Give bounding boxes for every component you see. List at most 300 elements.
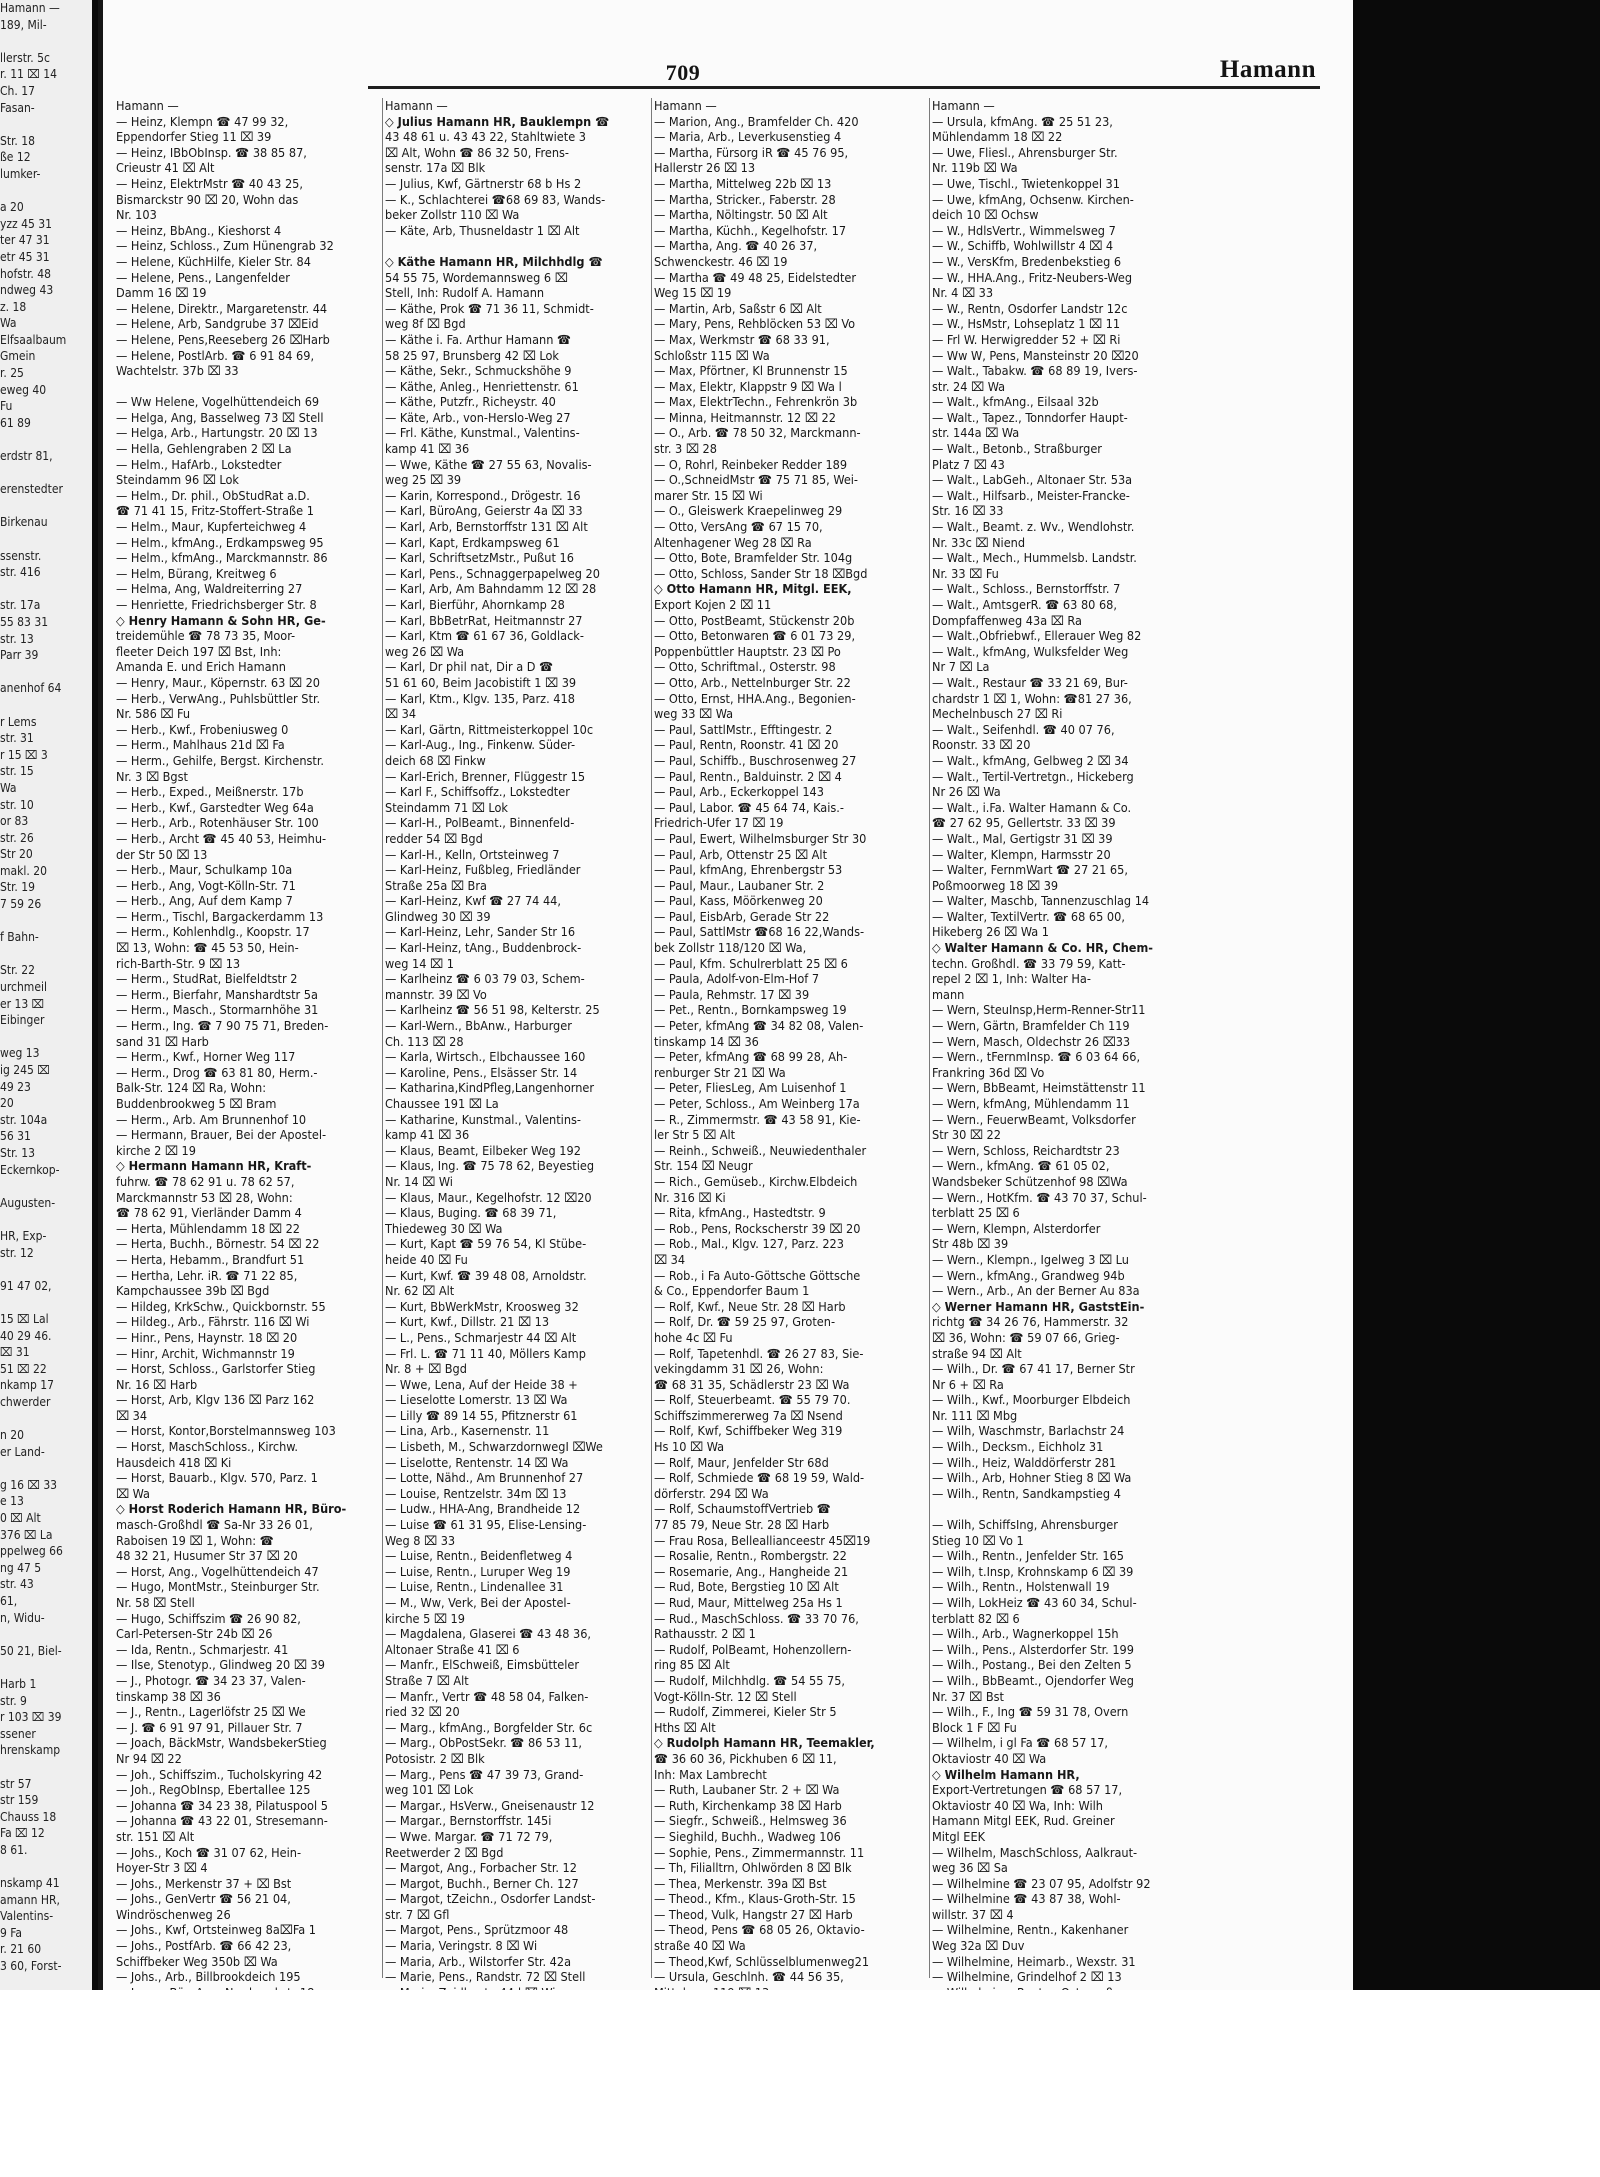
- entry-line: Buddenbrookweg 5 ⌧ Bram: [116, 1096, 277, 1111]
- entry-line: Weg 8 ⌧ 33: [385, 1532, 456, 1548]
- header-rule: [368, 86, 1320, 89]
- entry-line: — Wern., HotKfm. ☎ 43 70 37, Schul-: [932, 1189, 1147, 1205]
- entry-line: Nr. 58 ⌧ Stell: [116, 1595, 195, 1610]
- entry-line: — Karl, SchriftsetzMstr., Pußut 16: [385, 550, 574, 566]
- entry-line: ⌧ 13, Wohn: ☎ 45 53 50, Hein-: [116, 940, 299, 956]
- entry-line: — Hinr., Pens, Haynstr. 18 ⌧ 20: [116, 1329, 298, 1345]
- entry-line: straße 94 ⌧ Alt: [932, 1345, 1022, 1361]
- entry-line: — Hella, Gehlengraben 2 ⌧ La: [116, 441, 292, 457]
- entry-line: — Manfr., ElSchweiß, Eimsbütteler: [385, 1657, 579, 1673]
- entry-line: Str 48b ⌧ 39: [932, 1236, 1009, 1252]
- entry-line: Reetwerder 2 ⌧ Bgd: [385, 1844, 504, 1860]
- entry-line: ☎ 78 62 91, Vierländer Damm 4: [116, 1205, 302, 1221]
- previous-page-fragment: Parr 39: [0, 648, 39, 663]
- entry-line: — O., Gleiswerk Kraepelinweg 29: [654, 503, 843, 519]
- firm-entry-line: ◇ Horst Roderich Hamann HR, Büro-: [116, 1501, 347, 1517]
- entry-line: Oktaviostr 40 ⌧ Wa, Inh: Wilh: [932, 1797, 1103, 1813]
- entry-line: — Rolf, Schmiede ☎ 68 19 59, Wald-: [654, 1470, 865, 1486]
- entry-line: Schiffbeker Weg 350b ⌧ Wa: [116, 1953, 278, 1969]
- entry-line: — Johs., Kwf, Ortsteinweg 8a⌧Fa 1: [116, 1922, 316, 1938]
- entry-line: ring 85 ⌧ Alt: [654, 1657, 730, 1673]
- entry-line: — Wern., kfmAng. ☎ 61 05 02,: [932, 1158, 1110, 1174]
- entry-line: Hoyer-Str 3 ⌧ 4: [116, 1860, 208, 1876]
- directory-column-1: [116, 98, 378, 1985]
- entry-line: — Herm., Arb. Am Brunnenhof 10: [116, 1111, 307, 1127]
- entry-line: — Wern, Klempn, Alsterdorfer: [932, 1220, 1101, 1236]
- entry-line: — Martha, Fürsorg iR ☎ 45 76 95,: [654, 144, 849, 160]
- entry-line: — Paul, Kfm. Schulrerblatt 25 ⌧ 6: [654, 955, 848, 971]
- entry-line: — Martin, Arb, Saßstr 6 ⌧ Alt: [654, 300, 822, 316]
- entry-line: — Theod, Pens ☎ 68 05 26, Oktavio-: [654, 1922, 865, 1938]
- entry-line: Kampchaussee 39b ⌧ Bgd: [116, 1283, 270, 1299]
- entry-line: — Walt., Tapez., Tonndorfer Haupt-: [932, 409, 1128, 425]
- entry-line: — Hinr, Archit, Wichmannstr 19: [116, 1345, 295, 1361]
- entry-line: — Herb., Arb., Rotenhäuser Str. 100: [116, 815, 319, 831]
- entry-line: — Margot, Ang., Forbacher Str. 12: [385, 1860, 577, 1876]
- previous-page-fragment: anenhof 64: [0, 681, 62, 696]
- entry-line: — Lieselotte Lomerstr. 13 ⌧ Wa: [385, 1392, 568, 1408]
- entry-line: — Herb., Ang, Vogt-Kölln-Str. 71: [116, 877, 296, 893]
- entry-line: str. 151 ⌧ Alt: [116, 1828, 195, 1844]
- entry-line: — Herb., Ang, Auf dem Kamp 7: [116, 893, 293, 909]
- entry-line: vekingdamm 31 ⌧ 26, Wohn:: [654, 1361, 824, 1377]
- previous-page-fragment: weg 13: [0, 1046, 40, 1061]
- entry-line: Platz 7 ⌧ 43: [932, 456, 1005, 472]
- entry-line: — Herta, Mühlendamm 18 ⌧ 22: [116, 1220, 300, 1236]
- entry-line: — Herm., Bierfahr, Manshardtstr 5a: [116, 986, 318, 1002]
- entry-line: — Ursula, Geschlnh. ☎ 44 56 35,: [654, 1969, 844, 1985]
- entry-line: — Rolf, Kwf., Neue Str. 28 ⌧ Harb: [654, 1298, 846, 1314]
- entry-line: Damm 16 ⌧ 19: [116, 285, 207, 301]
- entry-line: — Wern, SteuInsp,Herm-Renner-Str11: [932, 1002, 1146, 1018]
- entry-line: — Helga, Ang, Basselweg 73 ⌧ Stell: [116, 409, 324, 425]
- entry-line: Str 30 ⌧ 22: [932, 1127, 1001, 1143]
- entry-line: — R., Zimmermstr. ☎ 43 58 91, Kie-: [654, 1111, 861, 1127]
- entry-line: — Uwe, Tischl., Twietenkoppel 31: [932, 175, 1120, 191]
- entry-line: tinskamp 14 ⌧ 36: [654, 1033, 759, 1049]
- previous-page-fragment: Fu: [0, 399, 13, 414]
- entry-line: — Helm., Maur, Kupferteichweg 4: [116, 519, 307, 535]
- previous-page-fragment: makl. 20: [0, 863, 47, 878]
- entry-line: Potosistr. 2 ⌧ Blk: [385, 1750, 485, 1766]
- entry-line: ☎ 27 62 95, Gellertstr. 33 ⌧ 39: [932, 815, 1116, 831]
- entry-line: — J. ☎ 6 91 97 91, Pillauer Str. 7: [116, 1719, 303, 1735]
- previous-page-fragment: Str 20: [0, 847, 33, 862]
- entry-line: — Wilh, LokHeiz ☎ 43 60 34, Schul-: [932, 1595, 1137, 1610]
- page-number: 709: [665, 60, 701, 85]
- previous-page-fragment: nskamp 41: [0, 1876, 60, 1891]
- entry-line: — Karl, Pens., Schnaggerpapelweg 20: [385, 565, 600, 581]
- entry-line: Poppenbüttler Hauptstr. 23 ⌧ Po: [654, 643, 841, 659]
- entry-line: Wandsbeker Schützenhof 98 ⌧Wa: [932, 1173, 1128, 1189]
- entry-line: — Kurt, Kwf., Dillstr. 21 ⌧ 13: [385, 1314, 550, 1330]
- entry-line: — Klaus, Buging. ☎ 68 39 71,: [385, 1205, 557, 1221]
- entry-line: — Klaus, Maur., Kegelhofstr. 12 ⌧20: [385, 1189, 592, 1205]
- entry-line: — Otto, Schloss, Sander Str 18 ⌧Bgd: [654, 565, 868, 581]
- entry-line: — Maria, Arb., Wilstorfer Str. 42a: [385, 1953, 572, 1969]
- entry-line: — O.,SchneidMstr ☎ 75 71 85, Wei-: [654, 472, 859, 488]
- entry-line: Hamann —: [932, 98, 995, 113]
- entry-line: senstr. 17a ⌧ Blk: [385, 160, 486, 176]
- entry-line: Marckmannstr 53 ⌧ 28, Wohn:: [116, 1189, 293, 1205]
- entry-line: — Martha, Ang. ☎ 40 26 37,: [654, 238, 818, 254]
- entry-line: — Herb., Kwf., Garstedter Weg 64a: [116, 799, 314, 815]
- previous-page-fragment: n, Widu-: [0, 1610, 45, 1625]
- entry-line: Nr. 14 ⌧ Wi: [385, 1173, 453, 1189]
- entry-line: — W., HsMstr, Lohseplatz 1 ⌧ 11: [932, 316, 1121, 332]
- entry-line: — Ww Helene, Vogelhüttendeich 69: [116, 394, 320, 410]
- entry-line: — Henry, Maur., Köpernstr. 63 ⌧ 20: [116, 674, 320, 690]
- entry-line: ☎ 71 41 15, Fritz-Stoffert-Straße 1: [116, 503, 314, 519]
- previous-page-fragment: Wa: [0, 316, 17, 331]
- entry-line: Wachtelstr. 37b ⌧ 33: [116, 363, 239, 379]
- entry-line: — Klaus, Beamt, Eilbeker Weg 192: [385, 1142, 581, 1158]
- firm-entry-line: ◇ Hermann Hamann HR, Kraft-: [116, 1158, 312, 1174]
- entry-line: — K., Schlachterei ☎68 69 83, Wands-: [385, 191, 606, 207]
- entry-line: — Wilh, t.Insp, Krohnskamp 6 ⌧ 39: [932, 1563, 1134, 1579]
- entry-line: Chaussee 191 ⌧ La: [385, 1096, 499, 1111]
- entry-line: — Marion, Ang., Bramfelder Ch. 420: [654, 113, 859, 129]
- previous-page-fragment: Fasan-: [0, 100, 35, 115]
- entry-line: — Horst, Bauarb., Klgv. 570, Parz. 1: [116, 1470, 318, 1486]
- previous-page-edge: [0, 0, 92, 1990]
- previous-page-fragment: [0, 33, 92, 50]
- previous-page-fragment: 91 47 02,: [0, 1278, 52, 1293]
- entry-line: dörferstr. 294 ⌧ Wa: [654, 1485, 769, 1501]
- entry-line: Nr. 62 ⌧ Alt: [385, 1283, 455, 1299]
- entry-line: — Otto, Bote, Bramfelder Str. 104g: [654, 550, 853, 566]
- entry-line: — Horst, MaschSchloss., Kirchw.: [116, 1439, 298, 1455]
- entry-line: — Otto, Ernst, HHA.Ang., Begonien-: [654, 690, 856, 706]
- entry-line: — Wilh., Decksm., Eichholz 31: [932, 1439, 1104, 1455]
- previous-page-fragment: 20: [0, 1096, 14, 1111]
- entry-line: — Wwe. Margar. ☎ 71 72 79,: [385, 1828, 553, 1844]
- entry-line: — Rich., Gemüseb., Kirchw.Elbdeich: [654, 1173, 858, 1189]
- previous-page-fragment: str 159: [0, 1793, 39, 1808]
- entry-line: — Paul, EisbArb, Gerade Str 22: [654, 908, 830, 924]
- previous-page-fragment: r. 21 60: [0, 1942, 42, 1957]
- entry-line: str. 7 ⌧ Gfl: [385, 1906, 450, 1922]
- entry-line: Steindamm 96 ⌧ Lok: [116, 472, 239, 488]
- entry-line: — Peter, FliesLeg, Am Luisenhof 1: [654, 1080, 847, 1096]
- entry-line: Glindweg 30 ⌧ 39: [385, 908, 491, 924]
- previous-page-fragment: [0, 1029, 92, 1046]
- entry-line: — Helm, Bürang, Kreitweg 6: [116, 565, 277, 581]
- previous-page-fragment: [0, 913, 92, 930]
- entry-line: Nr. 119b ⌧ Wa: [932, 160, 1018, 176]
- entry-line: Nr. 8 + ⌧ Bgd: [385, 1361, 467, 1377]
- previous-page-fragment: Birkenau: [0, 515, 48, 530]
- previous-page-fragment: Augusten-: [0, 1195, 56, 1210]
- entry-line: — Mary, Pens, Rehblöcken 53 ⌧ Vo: [654, 316, 856, 332]
- previous-page-fragment: chwerder: [0, 1394, 51, 1409]
- entry-line: rich-Barth-Str. 9 ⌧ 13: [116, 955, 241, 971]
- firm-entry-line: ◇ Käthe Hamann HR, Milchhdlg ☎: [385, 253, 603, 269]
- entry-line: deich 10 ⌧ Ochsw: [932, 207, 1039, 223]
- entry-line: — Theod., Kfm., Klaus-Groth-Str. 15: [654, 1891, 856, 1907]
- entry-line: — Herm., Gehilfe, Bergst. Kirchenstr.: [116, 752, 324, 768]
- entry-line: — Rita, kfmAng., Hastedtstr. 9: [654, 1205, 826, 1221]
- previous-page-fragment: 40 29 46.: [0, 1328, 52, 1343]
- previous-page-fragment: [0, 1859, 92, 1876]
- previous-page-fragment: e 13: [0, 1494, 24, 1509]
- entry-line: kamp 41 ⌧ 36: [385, 441, 470, 457]
- entry-line: 77 85 79, Neue Str. 28 ⌧ Harb: [654, 1517, 830, 1533]
- previous-page-fragment: hrenskamp: [0, 1743, 61, 1758]
- entry-line: — Paul, Arb, Ottenstr 25 ⌧ Alt: [654, 846, 828, 862]
- entry-line: — Wern, BbBeamt, Heimstättenstr 11: [932, 1080, 1146, 1096]
- entry-line: — Wern, Gärtn, Bramfelder Ch 119: [932, 1018, 1130, 1034]
- entry-line: — Wilh., Rentn, Sandkampstieg 4: [932, 1485, 1121, 1501]
- entry-line: — Paul, kfmAng, Ehrenbergstr 53: [654, 862, 843, 878]
- directory-page: [103, 0, 1353, 1990]
- entry-line: — Martha, Mittelweg 22b ⌧ 13: [654, 175, 832, 191]
- entry-line: weg 26 ⌧ Wa: [385, 643, 465, 659]
- firm-entry-line: ◇ Julius Hamann HR, Bauklempn ☎: [385, 113, 610, 129]
- previous-page-fragment: g 16 ⌧ 33: [0, 1477, 58, 1492]
- entry-line: — Wilh., Arb., Wagnerkoppel 15h: [932, 1626, 1119, 1642]
- entry-line: — Herb., VerwAng., Puhlsbüttler Str.: [116, 690, 321, 706]
- entry-line: Mitgl EEK: [932, 1828, 986, 1844]
- entry-line: — Herb., Archt ☎ 45 40 53, Heimhu-: [116, 830, 327, 846]
- entry-line: — Johanna ☎ 34 23 38, Pilatuspool 5: [116, 1797, 328, 1813]
- entry-line: — Herm., StudRat, Bielfeldtstr 2: [116, 971, 298, 987]
- entry-line: Straße 7 ⌧ Alt: [385, 1672, 469, 1688]
- entry-line: — Walt., Schloss., Bernstorffstr. 7: [932, 581, 1121, 597]
- entry-line: — Joh., RegObInsp, Ebertallee 125: [116, 1782, 311, 1798]
- entry-line: Block 1 F ⌧ Fu: [932, 1719, 1017, 1735]
- entry-line: richtg ☎ 34 26 76, Hammerstr. 32: [932, 1314, 1129, 1330]
- entry-line: mannstr. 39 ⌧ Vo: [385, 986, 487, 1002]
- firm-entry-line: ◇ Werner Hamann HR, GaststEin-: [932, 1298, 1145, 1314]
- entry-line: — Horst, Ang., Vogelhüttendeich 47: [116, 1563, 319, 1579]
- entry-line: — Magdalena, Glaserei ☎ 43 48 36,: [385, 1626, 592, 1642]
- entry-line: ☎ 36 60 36, Pickhuben 6 ⌧ 11,: [654, 1750, 837, 1766]
- entry-line: — Margot, Buchh., Berner Ch. 127: [385, 1875, 579, 1891]
- entry-line: — Kurt, BbWerkMstr, Kroosweg 32: [385, 1298, 579, 1314]
- entry-line: kamp 41 ⌧ 36: [385, 1127, 470, 1143]
- entry-line: — Theod,Kwf, Schlüsselblumenweg21: [654, 1953, 870, 1969]
- entry-line: — Karl-Heinz, Lehr, Sander Str 16: [385, 924, 576, 940]
- entry-line: Steindamm 71 ⌧ Lok: [385, 799, 508, 815]
- entry-line: Roonstr. 33 ⌧ 20: [932, 737, 1031, 753]
- entry-line: — Maria, Arb., Leverkusenstieg 4: [654, 129, 842, 145]
- entry-line: — Herm., Masch., Stormarnhöhe 31: [116, 1002, 319, 1018]
- entry-line: — Frl. Käthe, Kunstmal., Valentins-: [385, 425, 580, 441]
- previous-page-fragment: urchmeil: [0, 980, 47, 995]
- entry-line: 58 25 97, Brunsberg 42 ⌧ Lok: [385, 347, 559, 363]
- entry-line: — Horst, Arb, Klgv 136 ⌧ Parz 162: [116, 1392, 315, 1408]
- previous-page-fragment: erdstr 81,: [0, 449, 53, 464]
- previous-page-fragment: or 83: [0, 814, 29, 829]
- previous-page-fragment: er 13 ⌧: [0, 996, 45, 1011]
- entry-line: Hamann Mitgl EEK, Rud. Greiner: [932, 1813, 1115, 1829]
- entry-line: — Wilh., Rentn., Jenfelder Str. 165: [932, 1548, 1124, 1564]
- previous-page-fragment: ndweg 43: [0, 283, 54, 298]
- previous-page-fragment: [0, 1626, 92, 1643]
- entry-line: — Wilh., BbBeamt., Ojendorfer Weg: [932, 1672, 1134, 1688]
- entry-line: — Henriette, Friedrichsberger Str. 8: [116, 597, 317, 612]
- column-divider: [651, 98, 652, 1978]
- previous-page-fragment: r Lems: [0, 714, 37, 729]
- entry-line: — Wilh, Waschmstr, Barlachstr 24: [932, 1423, 1125, 1439]
- entry-line: — Johanna ☎ 43 22 01, Stresemann-: [116, 1813, 328, 1829]
- entry-line: tinskamp 38 ⌧ 36: [116, 1688, 221, 1704]
- previous-page-fragment: Str. 13: [0, 1145, 36, 1160]
- entry-line: Hallerstr 26 ⌧ 13: [654, 160, 756, 176]
- scanner-border-right: [1353, 0, 1600, 1990]
- entry-line: Amanda E. und Erich Hamann: [116, 659, 286, 675]
- entry-line: — Rudolf, PolBeamt, Hohenzollern-: [654, 1641, 852, 1657]
- entry-line: — Paul, SattlMstr ☎68 16 22,Wands-: [654, 924, 865, 940]
- entry-line: Nr 7 ⌧ La: [932, 659, 990, 675]
- previous-page-fragment: Hamann —: [0, 1, 60, 15]
- entry-line: Nr 6 + ⌧ Ra: [932, 1376, 1004, 1392]
- entry-line: Weg 15 ⌧ 19: [654, 285, 732, 301]
- entry-line: fuhrw. ☎ 78 62 91 u. 78 62 57,: [116, 1173, 295, 1189]
- entry-line: — Rolf, Steuerbeamt. ☎ 55 79 70.: [654, 1392, 851, 1408]
- previous-page-fragment: [0, 1178, 92, 1195]
- entry-line: — Ludw., HHA-Ang, Brandheide 12: [385, 1501, 581, 1517]
- entry-line: — Johs., Arb., Billbrookdeich 195: [116, 1969, 301, 1985]
- entry-line: — Karl, Kapt, Erdkampsweg 61: [385, 534, 560, 550]
- entry-line: — Otto, PostBeamt, Stückenstr 20b: [654, 612, 855, 628]
- previous-page-fragment: 61 89: [0, 415, 31, 430]
- entry-line: — Frau Rosa, Belleallianceestr 45⌧19: [654, 1532, 871, 1548]
- entry-line: — Wern, Schloss, Reichardtstr 23: [932, 1142, 1120, 1158]
- previous-page-fragment: str. 31: [0, 731, 34, 746]
- entry-line: — Karl, BüroAng, Geierstr 4a ⌧ 33: [385, 503, 583, 519]
- entry-line: — Walt., Restaur ☎ 33 21 69, Bur-: [932, 674, 1128, 690]
- previous-page-fragment: Eckernkop-: [0, 1162, 60, 1177]
- previous-page-fragment: [0, 465, 92, 482]
- entry-line: — Walt., i.Fa. Walter Hamann & Co.: [932, 799, 1132, 815]
- previous-page-fragment: r. 11 ⌧ 14: [0, 67, 57, 82]
- entry-line: str. 144a ⌧ Wa: [932, 425, 1020, 441]
- entry-line: — Marie, Pens., Randstr. 72 ⌧ Stell: [385, 1969, 586, 1985]
- entry-line: Ch. 113 ⌧ 28: [385, 1033, 464, 1049]
- previous-page-fragment: str 57: [0, 1776, 32, 1791]
- previous-page-fragment: Str. 19: [0, 880, 36, 895]
- previous-page-fragment: f Bahn-: [0, 930, 39, 945]
- previous-page-fragment: 56 31: [0, 1129, 31, 1144]
- entry-line: — Siegfr., Schweiß., Helmsweg 36: [654, 1813, 847, 1829]
- previous-page-fragment: ter 47 31: [0, 233, 50, 248]
- entry-line: Vogt-Kölln-Str. 12 ⌧ Stell: [654, 1688, 797, 1704]
- previous-page-fragment: 7 59 26: [0, 897, 42, 912]
- entry-line: — L., Pens., Schmarjestr 44 ⌧ Alt: [385, 1329, 577, 1345]
- entry-line: Schiffszimmererweg 7a ⌧ Nsend: [654, 1407, 843, 1423]
- entry-line: — Paul, Rentn., Balduinstr. 2 ⌧ 4: [654, 768, 842, 784]
- previous-page-fragment: Valentins-: [0, 1909, 54, 1924]
- entry-line: — Helene, KüchHilfe, Kieler Str. 84: [116, 253, 311, 269]
- entry-line: terblatt 25 ⌧ 6: [932, 1205, 1020, 1221]
- entry-line: weg 14 ⌧ 1: [385, 955, 454, 971]
- entry-line: — Herta, Hebamm., Brandfurt 51: [116, 1251, 305, 1267]
- entry-line: Str. 154 ⌧ Neugr: [654, 1158, 753, 1174]
- entry-line: ⌧ 36, Wohn: ☎ 59 07 66, Grieg-: [932, 1329, 1120, 1345]
- entry-line: Altenhagener Weg 28 ⌧ Ra: [654, 534, 812, 550]
- entry-line: — Pet., Rentn., Bornkampsweg 19: [654, 1002, 847, 1018]
- entry-line: 54 55 75, Wordemannsweg 6 ⌧: [385, 269, 568, 285]
- entry-line: — Wilh., Arb, Hohner Stieg 8 ⌧ Wa: [932, 1470, 1132, 1486]
- entry-line: — Rud., MaschSchloss. ☎ 33 70 76,: [654, 1610, 859, 1626]
- entry-line: — Karl, Ktm ☎ 61 67 36, Goldlack-: [385, 628, 584, 644]
- entry-line: [932, 1501, 1194, 1517]
- entry-line: — Helm., Dr. phil., ObStudRat a.D.: [116, 487, 310, 503]
- entry-line: — Manfr., Vertr ☎ 48 58 04, Falken-: [385, 1688, 589, 1704]
- previous-page-fragment: str. 416: [0, 565, 41, 580]
- entry-line: ler Str 5 ⌧ Alt: [654, 1127, 736, 1143]
- entry-line: — Karlheinz ☎ 6 03 79 03, Schem-: [385, 971, 585, 987]
- entry-line: — Martha, Nöltingstr. 50 ⌧ Alt: [654, 207, 828, 223]
- entry-line: — Wern., Arb., An der Berner Au 83a: [932, 1283, 1140, 1299]
- entry-line: Carl-Petersen-Str 24b ⌧ 26: [116, 1626, 273, 1642]
- entry-line: Export Kojen 2 ⌧ 11: [654, 597, 772, 612]
- entry-line: Nr 26 ⌧ Wa: [932, 784, 1001, 800]
- entry-line: — Heinz, Schloss., Zum Hünengrab 32: [116, 238, 334, 254]
- entry-line: fleeter Deich 197 ⌧ Bst, Inh:: [116, 643, 282, 659]
- entry-line: der Str 50 ⌧ 13: [116, 846, 208, 862]
- entry-line: — Käte, Arb., von-Herslo-Weg 27: [385, 409, 571, 425]
- entry-line: — W., VersKfm, Bredenbekstieg 6: [932, 253, 1122, 269]
- entry-line: — Paul, Labor. ☎ 45 64 74, Kais.-: [654, 799, 844, 815]
- entry-line: — Wilh., Pens., Alsterdorfer Str. 199: [932, 1641, 1134, 1657]
- entry-line: — Käthe, Sekr., Schmuckshöhe 9: [385, 363, 572, 379]
- entry-line: masch-Großhdl ☎ Sa-Nr 33 26 01,: [116, 1517, 313, 1533]
- entry-line: — Herm., Kohlenhdlg., Koopstr. 17: [116, 924, 310, 940]
- entry-line: — Walt., LabGeh., Altonaer Str. 53a: [932, 472, 1133, 488]
- entry-line: — Paul, Maur., Laubaner Str. 2: [654, 877, 825, 893]
- entry-line: — Walt., kfmAng, Wulksfelder Weg: [932, 643, 1129, 659]
- entry-line: Nr. 37 ⌧ Bst: [932, 1688, 1004, 1704]
- entry-line: — Ww W, Pens, Mansteinstr 20 ⌧20: [932, 347, 1139, 363]
- previous-page-fragment: z. 18: [0, 299, 27, 314]
- previous-page-fragment: str. 15: [0, 764, 34, 779]
- entry-line: — Herm., Mahlhaus 21d ⌧ Fa: [116, 737, 285, 753]
- firm-entry-line: ◇ Walter Hamann & Co. HR, Chem-: [932, 940, 1153, 956]
- entry-line: — Wilhelm, MaschSchloss, Aalkraut-: [932, 1844, 1138, 1860]
- entry-line: redder 54 ⌧ Bgd: [385, 830, 483, 846]
- entry-line: — Walter, FernmWart ☎ 27 21 65,: [932, 862, 1128, 878]
- previous-page-fragment: ng 47 5: [0, 1560, 42, 1575]
- entry-line: — Herm., Drog ☎ 63 81 80, Herm.-: [116, 1064, 318, 1080]
- entry-line: — Walt., AmtsgerR. ☎ 63 80 68,: [932, 597, 1117, 612]
- entry-line: — Herm., Tischl, Bargackerdamm 13: [116, 908, 324, 924]
- directory-column-2: [385, 98, 647, 1985]
- entry-line: hohe 4c ⌧ Fu: [654, 1329, 733, 1345]
- previous-page-fragment: 51 ⌧ 22: [0, 1361, 47, 1376]
- entry-line: renburger Str 21 ⌧ Wa: [654, 1064, 786, 1080]
- entry-line: — Joh., Schiffszim., Tucholskyring 42: [116, 1766, 323, 1782]
- previous-page-fragment: Ch. 17: [0, 83, 35, 98]
- entry-line: — Ida, Rentn., Schmarjestr. 41: [116, 1641, 289, 1657]
- entry-line: — Wern, Masch, Oldechstr 26 ⌧33: [932, 1033, 1131, 1049]
- entry-line: — Karl-H., PolBeamt., Binnenfeld-: [385, 815, 575, 831]
- previous-page-fragment: Harb 1: [0, 1676, 37, 1691]
- entry-line: Hths ⌧ Alt: [654, 1719, 716, 1735]
- firm-entry-line: ◇ Henry Hamann & Sohn HR, Ge-: [116, 612, 326, 628]
- entry-line: Friedrich-Ufer 17 ⌧ 19: [654, 815, 784, 831]
- entry-line: — Martha, Stricker., Faberstr. 28: [654, 191, 836, 207]
- entry-line: — Paul, Kass, Möörkenweg 20: [654, 893, 823, 909]
- entry-line: Mechelnbusch 27 ⌧ Ri: [932, 706, 1063, 722]
- previous-page-fragment: 8 61.: [0, 1842, 28, 1857]
- entry-line: Balk-Str. 124 ⌧ Ra, Wohn:: [116, 1080, 267, 1096]
- entry-line: — Sophie, Pens., Zimmermannstr. 11: [654, 1844, 865, 1860]
- previous-page-fragment: 61,: [0, 1594, 18, 1608]
- entry-line: — Margot, Pens., Sprützmoor 48: [385, 1922, 569, 1938]
